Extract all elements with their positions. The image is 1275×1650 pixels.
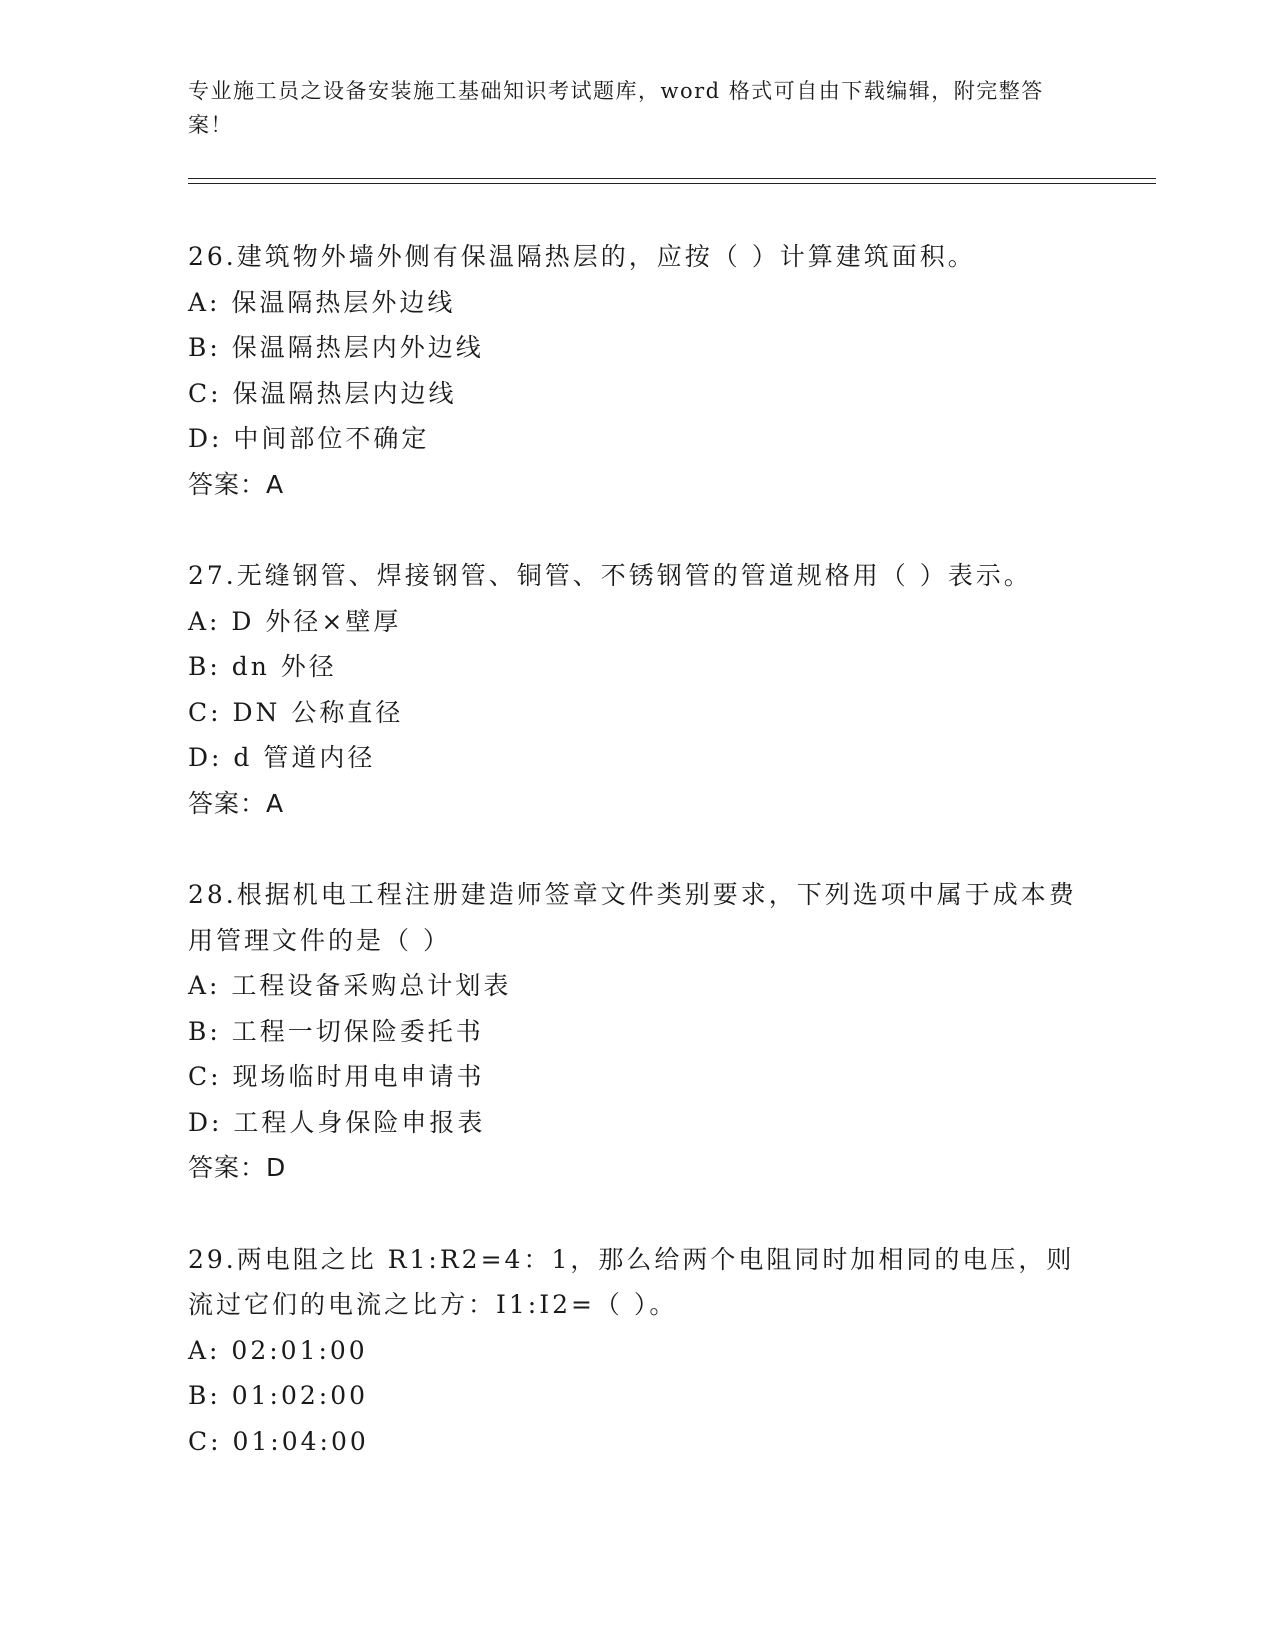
question-29: [188, 1237, 1088, 1465]
question-stem: 28.根据机电工程注册建造师签章文件类别要求，下列选项中属于成本费用管理文件的是（ ）: [188, 880, 1077, 955]
document-header: 专业施工员之设备安装施工基础知识考试题库，word 格式可自由下载编辑，附完整答案！: [188, 79, 1044, 137]
option-d: D: 中间部位不确定: [188, 424, 430, 453]
answer-label: 答案：A: [188, 469, 285, 499]
option-b: B: dn 外径: [188, 652, 337, 681]
option-b: B: 工程一切保险委托书: [188, 1016, 484, 1046]
question-stem: 27.无缝钢管、焊接钢管、铜管、不锈钢管的管道规格用（ ）表示。: [188, 561, 1032, 590]
option-a: A: 保温隔热层外边线: [188, 287, 456, 317]
answer-label: 答案：D: [188, 1153, 287, 1182]
question-stem: 29.两电阻之比 R1:R2=4：1，那么给两个电阻同时加相同的电压，则流过它们的电流之比方：I1:I2=（ ）。: [188, 1244, 1075, 1319]
option-c: C: DN 公称直径: [188, 697, 404, 727]
question-28: [188, 872, 1088, 1191]
answer-label: 答案：A: [188, 788, 285, 818]
option-b: B: 01:02:00: [188, 1381, 369, 1410]
question-27: [188, 553, 1088, 826]
option-c: C: 保温隔热层内边线: [188, 378, 457, 408]
option-c: C: 01:04:00: [188, 1426, 369, 1456]
question-26: [188, 234, 1088, 507]
header-divider-top: [188, 178, 1156, 179]
option-a: A: 工程设备采购总计划表: [188, 971, 512, 1000]
question-stem: 26.建筑物外墙外侧有保温隔热层的，应按（ ）计算建筑面积。: [188, 242, 976, 271]
option-a: A: D 外径×壁厚: [188, 606, 402, 636]
option-a: A: 02:01:00: [188, 1335, 368, 1365]
header-divider-bottom: [188, 183, 1156, 184]
option-c: C: 现场临时用电申请书: [188, 1062, 485, 1091]
option-d: D: 工程人身保险申报表: [188, 1107, 486, 1137]
question-list: [188, 234, 1088, 1510]
option-d: D: d 管道内径: [188, 743, 376, 772]
option-b: B: 保温隔热层内外边线: [188, 333, 484, 362]
